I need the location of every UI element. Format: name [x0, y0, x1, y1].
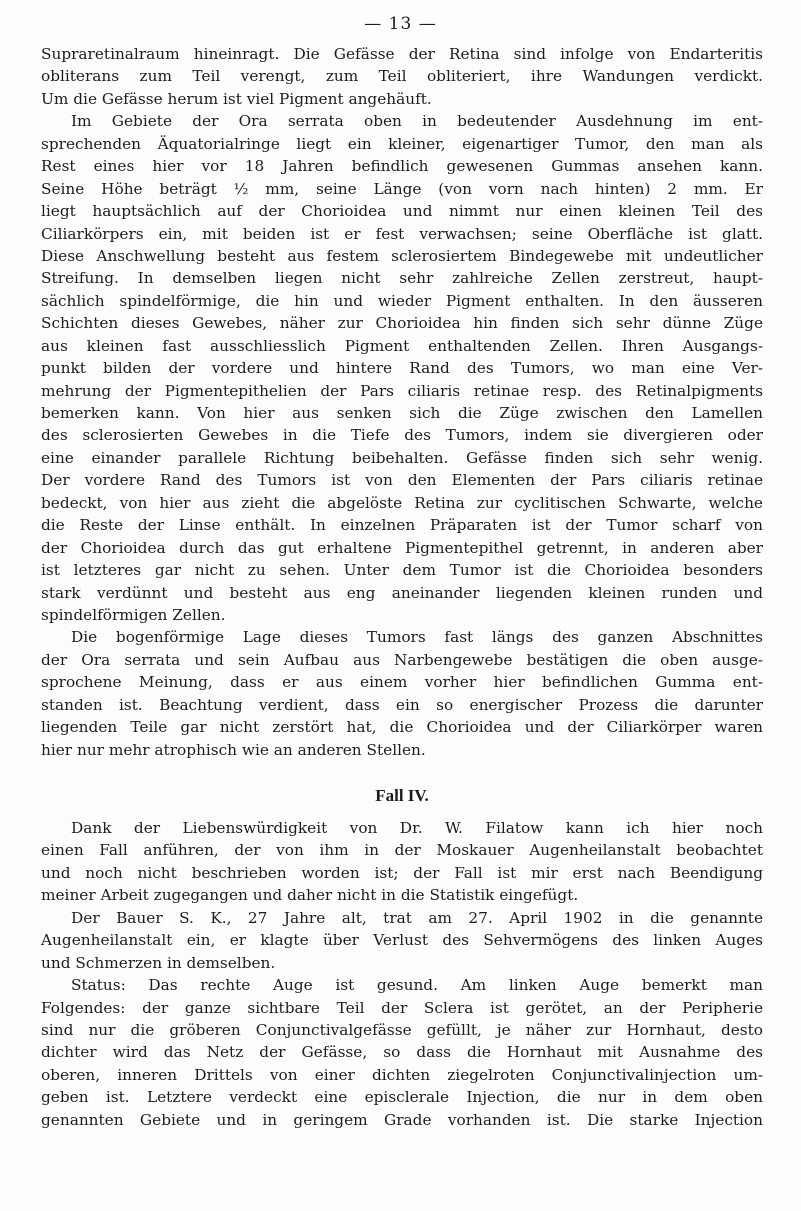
- text-line: Dank der Liebenswürdigkeit von Dr. W. Filatow kann ich hier noch: [71, 819, 763, 837]
- text-line: Im Gebiete der Ora serrata oben in bedeutender Ausdehnung im ent-: [71, 112, 763, 131]
- text-line: sind nur die gröberen Conjunctivalgefässe gefüllt, je näher zur Hornhaut, desto: [41, 1020, 763, 1039]
- text-line: des sclerosierten Gewebes in die Tiefe des Tumors, indem sie divergieren oder: [41, 426, 763, 445]
- page-number: — 13 —: [364, 14, 437, 34]
- text-line: Der vordere Rand des Tumors ist von den Elementen der Pars ciliaris retinae: [41, 471, 763, 490]
- text-line: die Reste der Linse enthält. In einzelnen Präparaten ist der Tumor scharf von: [41, 516, 763, 535]
- text-line: liegt hauptsächlich auf der Chorioidea und nimmt nur einen kleinen Teil des: [41, 202, 763, 221]
- text-line: und noch nicht beschrieben worden ist; der Fall ist mir erst nach Beendigung: [41, 863, 763, 882]
- text-line: stark verdünnt und besteht aus eng aneinander liegenden kleinen runden und: [41, 583, 763, 602]
- text-line: einen Fall anführen, der von ihm in der Moskauer Augenheilanstalt beobachtet: [41, 841, 763, 860]
- text-line: oberen, inneren Drittels von einer dichten ziegelroten Conjunctivalinjection um-: [41, 1065, 763, 1084]
- text-line: Rest eines hier vor 18 Jahren befindlich gewesenen Gummas ansehen kann.: [41, 157, 763, 176]
- text-line: dichter wird das Netz der Gefässe, so dass die Hornhaut mit Ausnahme des: [41, 1043, 763, 1062]
- text-line: Die bogenförmige Lage dieses Tumors fast längs des ganzen Abschnittes: [71, 628, 763, 647]
- text-line: Status: Das rechte Auge ist gesund. Am linken Auge bemerkt man: [71, 976, 763, 995]
- text-line: bedeckt, von hier aus zieht die abgelöste Retina zur cyclitischen Schwarte, welche: [41, 493, 763, 512]
- text-line: bemerken kann. Von hier aus senken sich die Züge zwischen den Lamellen: [41, 404, 763, 422]
- text-line: sächlich spindelförmige, die hin und wieder Pigment enthalten. In den äusseren: [41, 291, 763, 310]
- text-line: Folgendes: der ganze sichtbare Teil der Sclera ist gerötet, an der Peripherie: [41, 998, 763, 1017]
- text-line: hier nur mehr atrophisch wie an anderen Stellen.: [41, 740, 426, 759]
- text-line: genannten Gebiete und in geringem Grade vorhanden ist. Die starke Injection: [41, 1110, 763, 1129]
- text-line: und Schmerzen in demselben.: [41, 953, 276, 972]
- text-line: obliterans zum Teil verengt, zum Teil obliteriert, ihre Wandungen verdickt.: [41, 67, 763, 86]
- text-line: standen ist. Beachtung verdient, dass ein so energischer Prozess die darunter: [41, 695, 763, 714]
- text-line: aus kleinen fast ausschliesslich Pigment enthaltenden Zellen. Ihren Ausgangs-: [41, 336, 763, 355]
- text-line: punkt bilden der vordere und hintere Rand des Tumors, wo man eine Ver-: [41, 359, 763, 378]
- text-line: Diese Anschwellung besteht aus festem sclerosiertem Bindegewebe mit undeutlicher: [41, 246, 763, 265]
- text-line: spindelförmigen Zellen.: [41, 605, 226, 624]
- text-line: Um die Gefässe herum ist viel Pigment angehäuft.: [41, 89, 432, 108]
- text-line: sprochene Meinung, dass er aus einem vorher hier befindlichen Gumma ent-: [41, 673, 763, 692]
- section-heading: Fall IV.: [375, 786, 429, 805]
- text-line: der Chorioidea durch das gut erhaltene Pigmentepithel getrennt, in anderen aber: [41, 538, 763, 557]
- text-line: Schichten dieses Gewebes, näher zur Chorioidea hin finden sich sehr dünne Züge: [41, 314, 763, 333]
- text-line: ist letzteres gar nicht zu sehen. Unter dem Tumor ist die Chorioidea besonders: [41, 561, 763, 580]
- text-line: der Ora serrata und sein Aufbau aus Narbengewebe bestätigen die oben ausge-: [41, 650, 763, 669]
- text-line: Augenheilanstalt ein, er klagte über Verlust des Sehvermögens des linken Auges: [41, 931, 763, 950]
- text-line: Der Bauer S. K., 27 Jahre alt, trat am 27. April 1902 in die genannte: [71, 908, 763, 927]
- text-line: mehrung der Pigmentepithelien der Pars ciliaris retinae resp. des Retinalpigments: [41, 381, 763, 400]
- text-line: liegenden Teile gar nicht zerstört hat, die Chorioidea und der Ciliarkörper waren: [41, 718, 763, 737]
- text-line: geben ist. Letztere verdeckt eine episclerale Injection, die nur in dem oben: [41, 1088, 763, 1107]
- text-line: eine einander parallele Richtung beibehalten. Gefässe finden sich sehr wenig.: [41, 448, 763, 467]
- text-line: Seine Höhe beträgt ½ mm, seine Länge (von vorn nach hinten) 2 mm. Er: [41, 179, 763, 198]
- text-line: Ciliarkörpers ein, mit beiden ist er fest verwachsen; seine Oberfläche ist glatt.: [41, 224, 763, 243]
- paragraphs-before-heading: [41, 43, 763, 761]
- paragraphs-after-heading: [41, 817, 763, 1131]
- text-line: sprechenden Äquatorialringe liegt ein kleiner, eigenartiger Tumor, den man als: [41, 134, 763, 153]
- text-line: Streifung. In demselben liegen nicht sehr zahlreiche Zellen zerstreut, haupt-: [41, 269, 763, 288]
- text-line: Supraretinalraum hineinragt. Die Gefässe der Retina sind infolge von Endarteritis: [41, 45, 763, 63]
- text-line: meiner Arbeit zugegangen und daher nicht in die Statistik eingefügt.: [41, 886, 579, 905]
- page-text-body: [41, 43, 763, 1131]
